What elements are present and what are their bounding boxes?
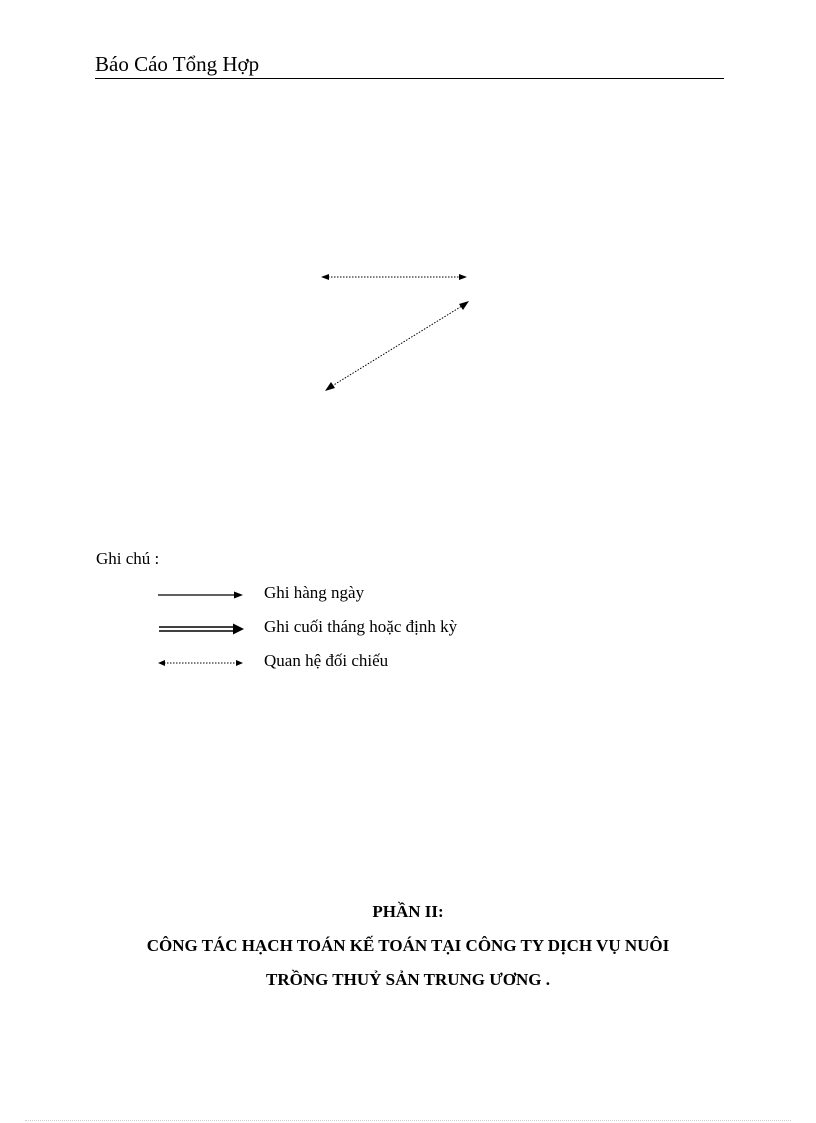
legend-label: Ghi cuối tháng hoặc định kỳ: [264, 617, 458, 636]
legend-label: Quan hệ đối chiếu: [264, 651, 389, 670]
diagonal-dotted-double-arrow: [325, 301, 469, 391]
legend-item-periodic: [158, 617, 558, 641]
section-title-line-2: TRỒNG THUỶ SẢN TRUNG ƯƠNG .: [266, 970, 550, 989]
header-title: Báo Cáo Tổng Hợp: [95, 52, 260, 76]
horizontal-dotted-double-arrow: [321, 274, 467, 280]
reconciliation-arrows-diagram: [0, 0, 816, 500]
legend-title: Ghi chú :: [96, 549, 160, 568]
legend-item-reconciliation: [158, 651, 558, 675]
legend-label: Ghi hàng ngày: [264, 583, 365, 602]
section-heading: PHẦN II:: [372, 902, 444, 921]
page-bottom-divider: [25, 1120, 791, 1121]
section-title-line-1: CÔNG TÁC HẠCH TOÁN KẾ TOÁN TẠI CÔNG TY DỊCH VỤ NUÔI: [146, 936, 670, 955]
double-line-arrow-icon: [158, 621, 248, 637]
legend-item-daily: [158, 583, 558, 607]
single-line-arrow-icon: [158, 587, 248, 603]
dotted-double-headed-arrow-icon: [158, 655, 248, 671]
